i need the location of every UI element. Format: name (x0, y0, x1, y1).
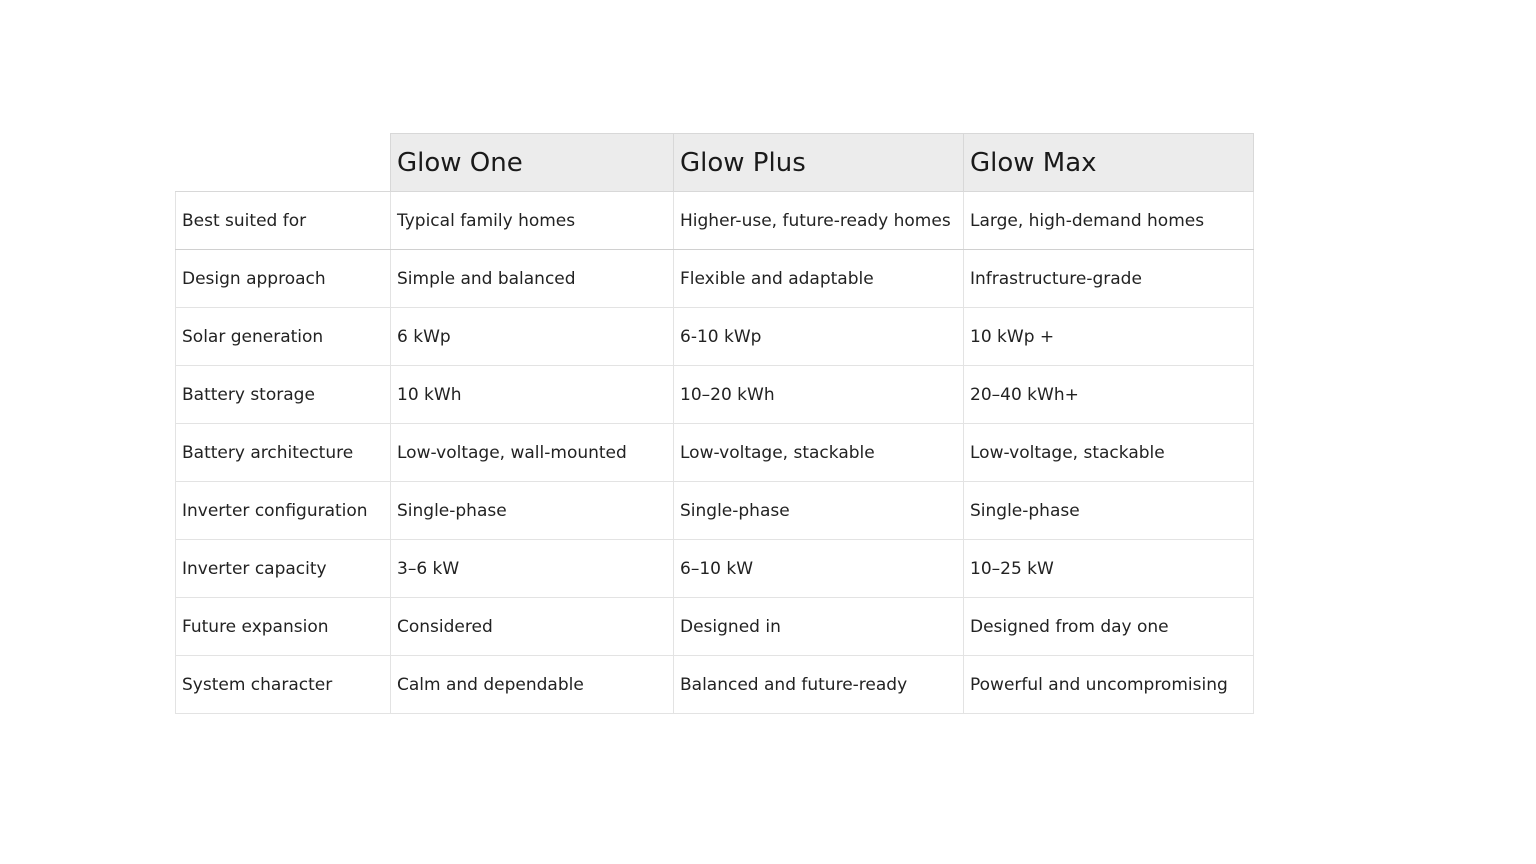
column-header-glow-plus: Glow Plus (674, 134, 964, 192)
table-cell: Typical family homes (391, 192, 674, 250)
row-label: Solar generation (176, 308, 391, 366)
table-cell: Single-phase (391, 482, 674, 540)
table-cell: Infrastructure-grade (964, 250, 1254, 308)
table-cell: Balanced and future-ready (674, 656, 964, 714)
table-cell: 10–20 kWh (674, 366, 964, 424)
row-label: Future expansion (176, 598, 391, 656)
table-cell: 10–25 kW (964, 540, 1254, 598)
table-cell: Low-voltage, stackable (964, 424, 1254, 482)
row-label: System character (176, 656, 391, 714)
table-cell: 3–6 kW (391, 540, 674, 598)
table-cell: Simple and balanced (391, 250, 674, 308)
table-row (176, 366, 1254, 424)
table-cell: Designed from day one (964, 598, 1254, 656)
row-label: Inverter configuration (176, 482, 391, 540)
row-label: Battery storage (176, 366, 391, 424)
table-row (176, 598, 1254, 656)
table-cell: Single-phase (674, 482, 964, 540)
table-cell: 10 kWh (391, 366, 674, 424)
table-cell: 6-10 kWp (674, 308, 964, 366)
table-cell: 6 kWp (391, 308, 674, 366)
row-label: Battery architecture (176, 424, 391, 482)
table-header-row (176, 134, 1254, 192)
table-cell: Flexible and adaptable (674, 250, 964, 308)
row-label: Best suited for (176, 192, 391, 250)
table-cell: Considered (391, 598, 674, 656)
comparison-table (175, 133, 1254, 714)
table-cell: 10 kWp + (964, 308, 1254, 366)
table-cell: Powerful and uncompromising (964, 656, 1254, 714)
column-header-glow-max: Glow Max (964, 134, 1254, 192)
table-cell: 20–40 kWh+ (964, 366, 1254, 424)
table-row (176, 656, 1254, 714)
row-label: Inverter capacity (176, 540, 391, 598)
table-cell: Large, high-demand homes (964, 192, 1254, 250)
table-row (176, 250, 1254, 308)
table-row (176, 192, 1254, 250)
table-cell: Higher-use, future-ready homes (674, 192, 964, 250)
table-row (176, 424, 1254, 482)
table-row (176, 308, 1254, 366)
table-cell: Single-phase (964, 482, 1254, 540)
table-row (176, 482, 1254, 540)
table-cell: 6–10 kW (674, 540, 964, 598)
table-cell: Designed in (674, 598, 964, 656)
row-label: Design approach (176, 250, 391, 308)
table-cell: Calm and dependable (391, 656, 674, 714)
column-header-glow-one: Glow One (391, 134, 674, 192)
table-cell: Low-voltage, wall-mounted (391, 424, 674, 482)
header-corner-cell (176, 134, 391, 192)
table-cell: Low-voltage, stackable (674, 424, 964, 482)
table-row (176, 540, 1254, 598)
